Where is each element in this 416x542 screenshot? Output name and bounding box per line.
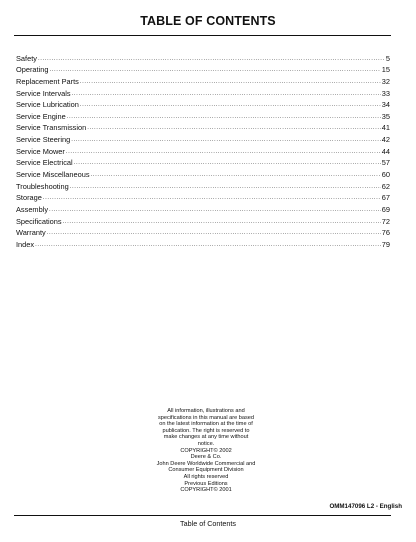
toc-entry-label: Operating [16, 65, 49, 75]
toc-leader-dots [67, 114, 381, 121]
notice-line: specifications in this manual are based [157, 414, 255, 421]
toc-leader-dots [80, 102, 381, 109]
toc-entry-label: Safety [16, 53, 37, 63]
toc-leader-dots [80, 79, 381, 86]
toc-entry-label: Warranty [16, 228, 46, 238]
toc-entry[interactable] [16, 63, 390, 75]
toc-entry[interactable] [16, 144, 390, 156]
toc-entry-page: 42 [381, 135, 390, 145]
toc-entry[interactable] [16, 132, 390, 144]
toc-entry[interactable] [16, 98, 390, 110]
toc-entry-label: Service Transmission [16, 123, 87, 133]
toc-entry[interactable] [16, 109, 390, 121]
title-divider [14, 35, 391, 36]
toc-entry-label: Service Mower [16, 146, 65, 156]
page-title: TABLE OF CONTENTS [140, 14, 276, 28]
toc-entry[interactable] [16, 156, 390, 168]
toc-entry-label: Service Miscellaneous [16, 170, 90, 180]
notice-line: COPYRIGHT© 2002 [180, 447, 232, 454]
toc-entry-label: Troubleshooting [16, 181, 69, 191]
notice-line: All rights reserved [183, 473, 229, 480]
toc-leader-dots [49, 67, 380, 74]
toc-entry-label: Replacement Parts [16, 76, 79, 86]
toc-entry[interactable] [16, 86, 390, 98]
document-code: OMM147096 L2 - English [329, 503, 402, 510]
toc-entry[interactable] [16, 167, 390, 179]
toc-entry-page: 15 [381, 65, 390, 75]
toc-entry-page: 76 [381, 228, 390, 238]
toc-entry-page: 62 [381, 181, 390, 191]
footer-title: Table of Contents [180, 519, 236, 528]
toc-entry-page: 44 [381, 146, 390, 156]
toc-entry-label: Storage [16, 193, 42, 203]
toc-entry-label: Service Steering [16, 135, 71, 145]
notice-line: make changes at any time without [163, 434, 249, 441]
toc-leader-dots [91, 172, 381, 179]
toc-entry-page: 33 [381, 88, 390, 98]
toc-entry-page: 79 [381, 239, 390, 249]
toc-entry[interactable] [16, 51, 390, 63]
toc-entry-page: 32 [381, 76, 390, 86]
toc-entry[interactable] [16, 202, 390, 214]
toc-entry-label: Service Intervals [16, 88, 71, 98]
toc-entry-page: 72 [381, 216, 390, 226]
notice-line: Previous Editions [184, 480, 228, 487]
toc-entry[interactable] [16, 179, 390, 191]
toc-leader-dots [66, 149, 381, 156]
toc-entry-page: 69 [381, 204, 390, 214]
toc-entry-page: 34 [381, 100, 390, 110]
notice-line: on the latest information at the time of [159, 421, 253, 428]
notice-line: Deere & Co. [190, 454, 222, 461]
toc-leader-dots [63, 219, 381, 226]
copyright-notice [148, 408, 264, 494]
toc-leader-dots [71, 137, 381, 144]
toc-entry-label: Assembly [16, 204, 49, 214]
toc-leader-dots [43, 195, 381, 202]
notice-line: notice. [197, 440, 215, 447]
toc-entry[interactable] [16, 214, 390, 226]
toc-entry-label: Service Engine [16, 111, 66, 121]
toc-leader-dots [35, 242, 381, 249]
toc-entry-label: Service Electrical [16, 158, 73, 168]
toc-entry-page: 35 [381, 111, 390, 121]
toc-entry[interactable] [16, 121, 390, 133]
toc-leader-dots [47, 230, 381, 237]
toc-entry-label: Index [16, 239, 35, 249]
toc-leader-dots [70, 184, 381, 191]
toc-entry-page: 41 [381, 123, 390, 133]
toc-entry[interactable] [16, 74, 390, 86]
toc-entry[interactable] [16, 226, 390, 238]
toc-leader-dots [74, 160, 381, 167]
notice-line: Consumer Equipment Division [168, 467, 244, 474]
toc-entry[interactable] [16, 237, 390, 249]
toc-leader-dots [38, 56, 385, 63]
notice-line: John Deere Worldwide Commercial and [156, 460, 256, 467]
toc-leader-dots [49, 207, 381, 214]
notice-line: COPYRIGHT© 2001 [180, 487, 232, 494]
toc-entry-label: Service Lubrication [16, 100, 79, 110]
footer-divider [14, 515, 391, 516]
table-of-contents-list [16, 51, 390, 249]
toc-entry-page: 57 [381, 158, 390, 168]
toc-entry-page: 5 [385, 53, 390, 63]
toc-entry-label: Specifications [16, 216, 62, 226]
toc-leader-dots [87, 125, 381, 132]
toc-entry-page: 67 [381, 193, 390, 203]
notice-line: publication. The right is reserved to [162, 427, 250, 434]
toc-leader-dots [72, 91, 381, 98]
toc-entry-page: 60 [381, 170, 390, 180]
toc-entry[interactable] [16, 191, 390, 203]
notice-line: All information, illustrations and [167, 408, 245, 414]
